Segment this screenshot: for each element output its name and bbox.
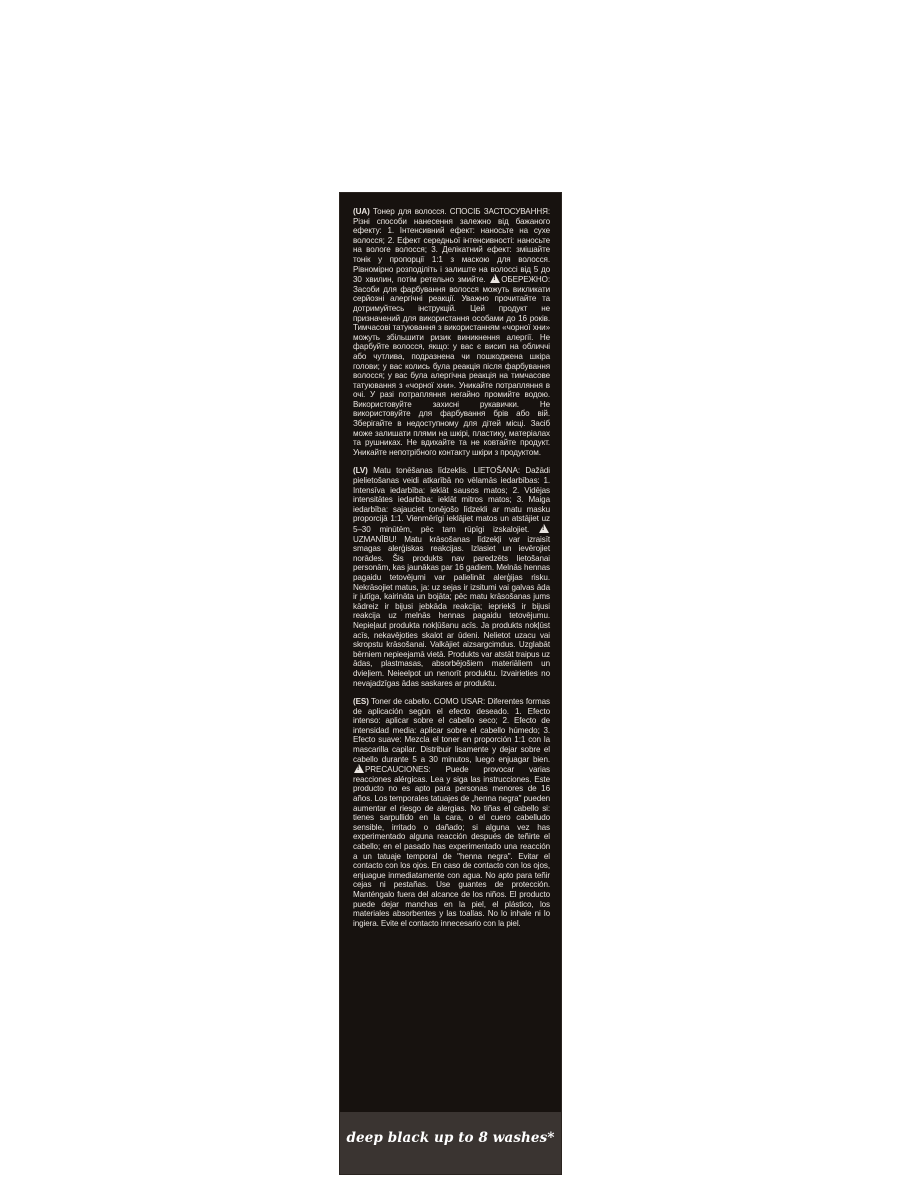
- warning-triangle-icon: [490, 274, 500, 283]
- section-lang-label: (UA): [353, 207, 370, 216]
- section-warning-text: ОБЕРЕЖНО: Засоби для фарбування волосся можуть викликати серйозні алергічні реакції. Уважно прочитайте та дотримуйтесь інструкцій. Цей продукт не призначений для використання особами до 16 років. Тимчасові татуювання з використанням «чорної хни» можуть збільшити ризик виникнення алергії. Не фарбуйте волосся, якщо: у вас є висип на обличчі або чутлива, подразнена чи пошкоджена шкіра голови; у вас колись була реакція після фарбування волосся; у вас була алергічна реакція на тимчасове татуювання з «чорної хни». Уникайте потрапляння в очі. У разі потрапляння негайно промийте водою. Використовуйте захисні рукавички. Не використовуйте для фарбування брів або вій. Зберігайте в недоступному для дітей місці. Засіб може залишати плями на шкірі, пластику, матеріалах та рушниках. Не вдихайте та не ковтайте продукт. Уникайте непотрібного контакту шкіри з продуктом.: [353, 275, 550, 457]
- section-warning-text: PRECAUCIONES: Puede provocar varias reacciones alérgicas. Lea y siga las instrucciones. Este producto no es apto para personas menores de 16 años. Los temporales tatuajes de „henna negra" pueden aumentar el riesgo de alergias. No tiñas el cabello si: tienes sarpullido en la cara, o el cuero cabelludo sensible, irritado o dañado; si alguna vez has experimentado alguna reacción después de teñirte el cabello; en el pasado has experimentado una reacción a un tatuaje temporal de "henna negra". Evitar el contacto con los ojos. En caso de contacto con los ojos, enjuague inmediatamente con agua. No apto para teñir cejas ni pestañas. Use guantes de protección. Manténgalo fuera del alcance de los niños. El producto puede dejar manchas en la piel, el plástico, los materiales absorbentes y las toallas. No lo inhale ni lo ingiera. Evite el contacto innecesario con la piel.: [353, 765, 550, 928]
- instructions-text-area: [353, 207, 550, 937]
- section-usage-text: Toner de cabello. COMO USAR: Diferentes formas de aplicación según el efecto deseado. 1. Efecto intenso: aplicar sobre el cabello seco; 2. Efecto de intensidad media: aplicar sobre el cabello húmedo; 3. Efecto suave: Mezcla el toner en proporción 1:1 con la mascarilla capilar. Distribuir lisamente y dejar sobre el cabello durante 5 a 30 minutos, luego enjuagar bien.: [353, 697, 550, 764]
- section-ua: [353, 207, 550, 457]
- warning-triangle-icon: [354, 764, 364, 773]
- warning-triangle-icon: [539, 524, 549, 533]
- product-box-side-panel: [339, 192, 562, 1175]
- footer-band: [340, 1112, 561, 1174]
- section-lv: [353, 466, 550, 688]
- section-es: [353, 697, 550, 928]
- section-usage-text: Matu tonēšanas līdzeklis. LIETOŠANA: Dažādi pielietošanas veidi atkarībā no vēlamās iedarbības: 1. Intensīva iedarbība: ieklāt sausos matos; 2. Vidējas intensitātes iedarbība: ieklāt mitros matos; 3. Maiga iedarbība: sajauciet tonējošo līdzekli ar matu masku proporcijā 1:1. Vienmērīgi ieklājiet matos un atstājiet uz 5–30 minūtēm, pēc tam rūpīgi izskalojiet.: [353, 466, 550, 534]
- section-warning-text: UZMANĪBU! Matu krāsošanas līdzekļi var izraisīt smagas alerģiskas reakcijas. Izlasiet un ievērojiet norādes. Šis produkts nav paredzēts lietošanai personām, kas jaunākas par 16 gadiem. Melnās hennas pagaidu tetovējumi var palielināt alerģijas risku. Nekrāsojiet matus, ja: uz sejas ir izsitumi vai galvas āda ir jutīga, kairināta un bojāta; pēc matu krāsošanas jums kādreiz ir bijusi jebkāda reakcija; iepriekš ir bijusi reakcija uz melnās hennas pagaidu tetovējumu. Nepieļaut produkta nokļūšanu acīs. Ja produkts nokļūst acīs, nekavējoties skalot ar ūdeni. Nelietot uzacu vai skropstu krāsošanai. Valkājiet aizsargcimdus. Uzglabāt bērniem nepieejamā vietā. Produkts var atstāt traipus uz ādas, plastmasas, absorbējošiem materiāliem un dvieļiem. Neieelpot un nenorīt produktu. Izvairieties no nevajadzīgas ādas saskares ar produktu.: [353, 534, 550, 688]
- section-lang-label: (LV): [353, 466, 368, 476]
- footer-tagline: deep black up to 8 washes*: [346, 1130, 555, 1146]
- section-lang-label: (ES): [353, 697, 369, 707]
- section-usage-text: Тонер для волосся. СПОСІБ ЗАСТОСУВАННЯ: Різні способи нанесення залежно від бажаного ефекту: 1. Інтенсивний ефект: наносьте на сухе волосся; 2. Ефект середньої інтенсивності: наносьте на вологе волосся; 3. Делікатний ефект: змішайте тонік у пропорції 1:1 з маскою для волосся. Рівномірно розподіліть і залиште на волоссі від 5 до 30 хвилин, потім ретельно змийте.: [353, 207, 550, 285]
